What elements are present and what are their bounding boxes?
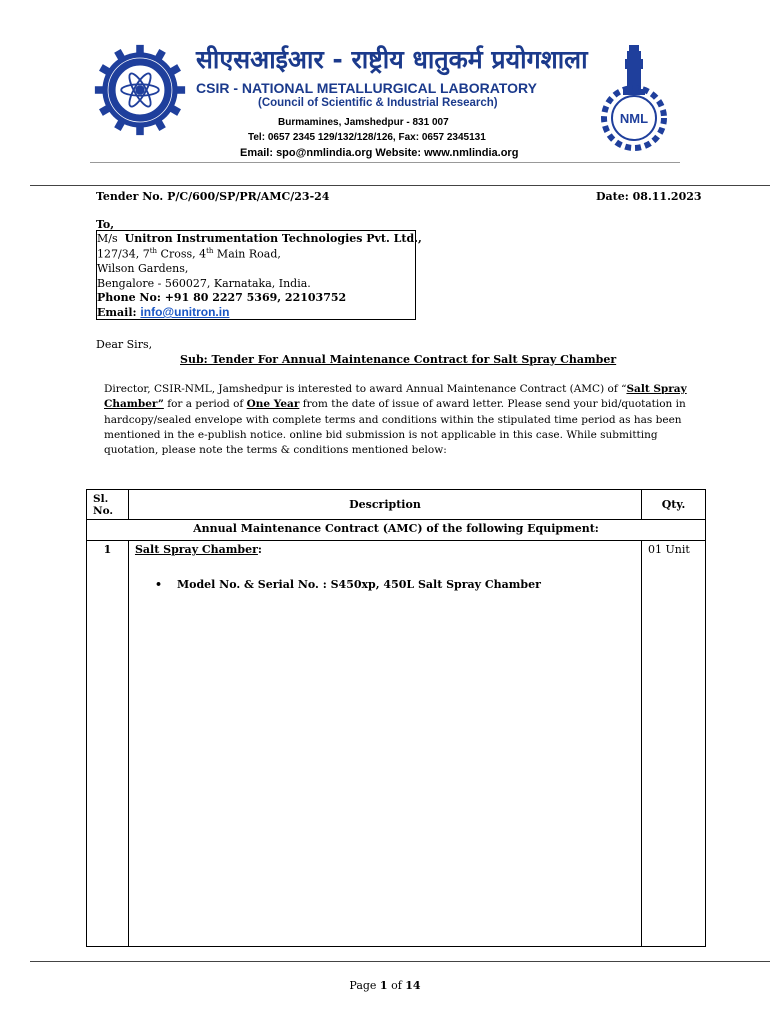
footer-divider: [30, 961, 770, 962]
header-description: Description: [128, 490, 641, 520]
lab-email: Email: spo@nmlindia.org Website: www.nmlindia.org: [240, 147, 519, 159]
page-number: Page 1 of 14: [349, 979, 421, 992]
equipment-table: [86, 489, 706, 947]
recipient-email: Email: info@unitron.in: [97, 305, 230, 319]
table-header-row: [87, 490, 706, 520]
header-qty: Qty.: [642, 490, 706, 520]
council-name: (Council of Scientific & Industrial Research): [258, 97, 498, 109]
lab-phone: Tel: 0657 2345 129/132/128/126, Fax: 0657 2345131: [248, 132, 486, 143]
svg-text:NML: NML: [619, 111, 649, 126]
recipient-city: Bengalore - 560027, Karnataka, India.: [97, 277, 311, 290]
recipient-area: Wilson Gardens,: [97, 262, 189, 275]
header-divider: [90, 162, 680, 163]
bullet-icon: •: [154, 578, 162, 591]
to-label: To,: [96, 218, 115, 231]
list-item: • Model No. & Serial No. : S450xp, 450L Salt Spray Chamber: [154, 578, 541, 591]
tender-number: Tender No. P/C/600/SP/PR/AMC/23-24: [96, 190, 330, 203]
nml-logo: [592, 43, 676, 153]
csir-logo: [93, 43, 187, 137]
table-row: [87, 541, 706, 947]
section-title: Annual Maintenance Contract (AMC) of the following Equipment:: [87, 520, 706, 541]
salutation: Dear Sirs,: [96, 338, 153, 351]
row-sl: 1: [87, 541, 129, 947]
header-sl-no: Sl. No.: [87, 490, 129, 520]
letter-body: Director, CSIR-NML, Jamshedpur is interested to award Annual Maintenance Contract (AMC) of “Salt Spray Chamber” for a period of One Year from the date of issue of award letter. Please send your bid/quotation in hardcopy/sealed envelope with complete terms and conditions within the stipulated time period as has been mentioned in the e-publish notice. online bid submission is not applicable in this case. While submitting quotation, please note the terms & conditions mentioned below:: [104, 383, 687, 457]
lab-address: Burmamines, Jamshedpur - 831 007: [278, 117, 449, 128]
tender-date: Date: 08.11.2023: [596, 190, 702, 203]
recipient-email-link[interactable]: info@unitron.in: [140, 305, 230, 319]
tender-divider: [30, 185, 770, 186]
recipient-company: M/s Unitron Instrumentation Technologies Pvt. Ltd.,: [97, 232, 422, 245]
recipient-address-box: [96, 230, 422, 320]
row-item-name: Salt Spray Chamber: [134, 543, 258, 556]
section-title-row: [87, 520, 706, 541]
recipient-phone: Phone No: +91 80 2227 5369, 22103752: [97, 291, 347, 304]
subject-line: Sub: Tender For Annual Maintenance Contract for Salt Spray Chamber: [180, 353, 617, 366]
row-qty: 01 Unit: [642, 541, 706, 947]
hindi-title: सीएसआईआर - राष्ट्रीय धातुकर्म प्रयोगशाला: [196, 45, 588, 74]
recipient-street: 127/34, 7th Cross, 4th Main Road,: [97, 247, 281, 261]
lab-name: CSIR - NATIONAL METALLURGICAL LABORATORY: [196, 80, 537, 96]
row-description: Salt Spray Chamber: • Model No. & Serial No. : S450xp, 450L Salt Spray Chamber: [128, 541, 641, 947]
